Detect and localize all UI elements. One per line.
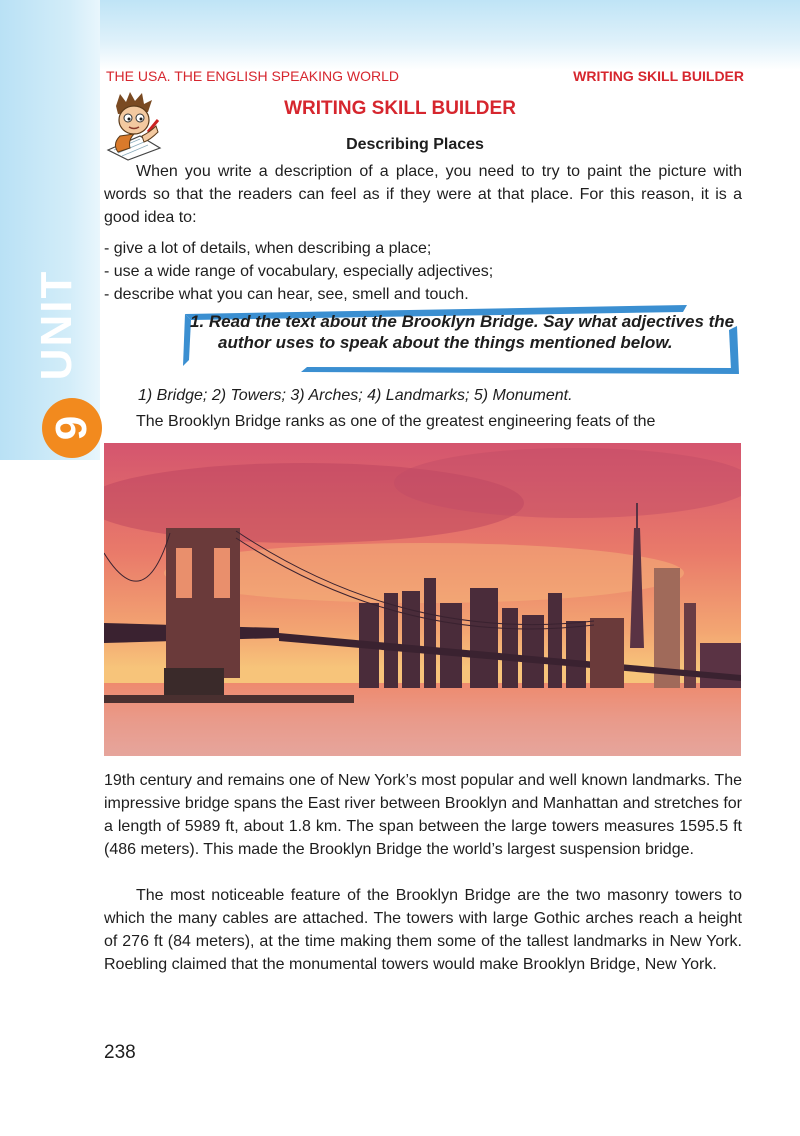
unit-number-badge: 9 [42,398,102,458]
unit-label: UNIT [32,269,81,381]
task-items: 1) Bridge; 2) Towers; 3) Arches; 4) Landmarks; 5) Monument. [138,387,573,404]
running-head-section: THE USA. THE ENGLISH SPEAKING WORLD [106,68,400,84]
task-instruction: 1. Read the text about the Brooklyn Bridge. Say what adjectives the author uses to speak about the things mentioned below. [190,312,735,352]
list-item: - describe what you can hear, see, smell and touch. [104,286,469,303]
header-band [0,0,800,70]
page-title: WRITING SKILL BUILDER [284,98,516,119]
body-paragraph-2: The most noticeable feature of the Brooklyn Bridge are the two masonry towers to which the many cables are attached. The towers with large Gothic arches reach a height of 276 ft (84 meters), at the time making them some of the tallest landmarks in New York. Roebling claimed that the monumental towers would make Brooklyn Bridge, New York. [104,887,742,973]
list-item: - use a wide range of vocabulary, especially adjectives; [104,263,494,280]
list-item: - give a lot of details, when describing a place; [104,240,432,257]
body-paragraph-1: 19th century and remains one of New York’s most popular and well known landmarks. The impressive bridge spans the East river between Brooklyn and Manhattan and stretches for a length of 5989 ft, about 1.8 km. The span between the large towers measures 1595.5 ft (486 meters). This made the Brooklyn Bridge the world’s largest suspension bridge. [104,772,742,858]
running-head-title: WRITING SKILL BUILDER [573,68,744,84]
brooklyn-bridge-photo [104,443,741,756]
tips-list [104,237,742,306]
section-subtitle: Describing Places [346,136,484,153]
unit-side-band [0,0,100,460]
intro-paragraph: When you write a description of a place, you need to try to paint the picture with words so that the readers can feel as if they were at that place. For this reason, it is a good idea to: [104,163,742,226]
text-lead-line: The Brooklyn Bridge ranks as one of the greatest engineering feats of the [136,413,656,430]
page-number: 238 [104,1042,136,1063]
